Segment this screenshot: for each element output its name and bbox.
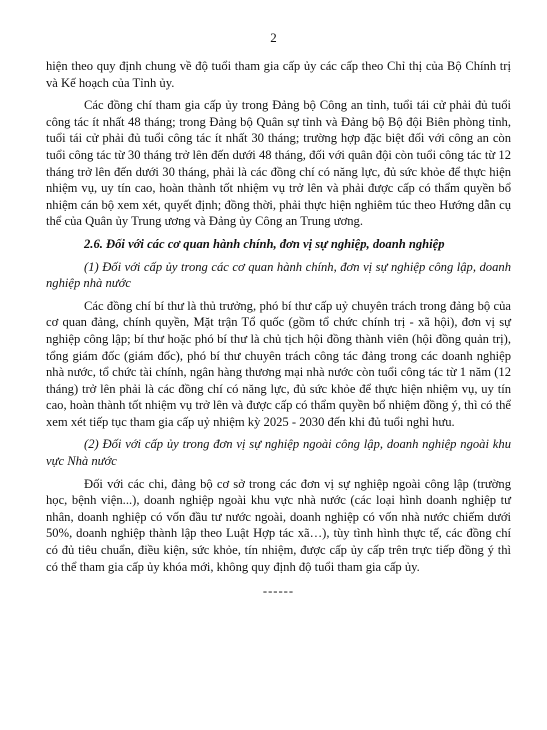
subsection-heading-1: (1) Đối với cấp ủy trong các cơ quan hành chính, đơn vị sự nghiệp công lập, doanh nghiệp nhà nước	[46, 259, 511, 291]
subsection-heading-2: (2) Đối với cấp ủy trong đơn vị sự nghiệp ngoài công lập, doanh nghiệp ngoài khu vực Nhà nước	[46, 437, 511, 469]
document-body	[46, 58, 511, 600]
paragraph-continuation: hiện theo quy định chung về độ tuổi tham gia cấp ủy các cấp theo Chỉ thị của Bộ Chính trị và Kế hoạch của Tỉnh ủy.	[46, 59, 511, 90]
end-separator: ------	[262, 584, 295, 599]
page-number: 2	[270, 30, 277, 45]
paragraph-police-military: Các đồng chí tham gia cấp ủy trong Đảng bộ Công an tỉnh, tuổi tái cử phải đủ tuổi công tác ít nhất 48 tháng; trong Đảng bộ Quân sự tỉnh và Đảng bộ Bộ đội Biên phòng tỉnh, tuổi tái cử phải đủ tuổi công tác ít nhất 30 tháng; trường hợp đặc biệt đối với công an còn tuổi công tác từ 30 tháng trở lên đến dưới 48 tháng, đối với quân đội còn tuổi công tác từ 12 tháng trở lên đến dưới 30 tháng, phải là các đồng chí có năng lực, đủ sức khỏe để thực hiện nhiệm vụ, uy tín cao, hoàn thành tốt nhiệm vụ trở lên và phải được cấp có thẩm quyền bổ nhiệm cán bộ xem xét, quyết định; đồng thời, phải thực hiện nghiêm túc theo Hướng dẫn cụ thể của Quân ủy Trung ương và Đảng ủy Công an Trung ương.	[46, 98, 511, 229]
section-heading-2-6: 2.6. Đối với các cơ quan hành chính, đơn vị sự nghiệp, doanh nghiệp	[84, 236, 445, 251]
paragraph-private-units: Đối với các chi, đảng bộ cơ sở trong các đơn vị sự nghiệp ngoài công lập (trường học, bệnh viện...), doanh nghiệp ngoài khu vực nhà nước (các loại hình doanh nghiệp tư nhân, doanh nghiệp có vốn đầu tư nước ngoài, doanh nghiệp có vốn nhà nước chiếm dưới 50%, doanh nghiệp thành lập theo Luật Hợp tác xã…), tùy tình hình thực tế, các đồng chí có đủ tiêu chuẩn, điều kiện, sức khỏe, tín nhiệm, được cấp ủy cấp trên trực tiếp đồng ý thì có thể tham gia cấp ủy khóa mới, không quy định độ tuổi tham gia cấp ủy.	[46, 476, 511, 574]
paragraph-public-units: Các đồng chí bí thư là thủ trưởng, phó bí thư cấp uỷ chuyên trách trong đảng bộ của cơ quan đảng, chính quyền, Mặt trận Tổ quốc (gồm tổ chức chính trị - xã hội), đơn vị sự nghiệp công lập; bí thư hoặc phó bí thư là chủ tịch hội đồng thành viên (hội đồng quản trị), tổng giám đốc (giám đốc), phó bí thư chuyên trách công tác đảng trong các doanh nghiệp nhà nước, tổ chức tài chính, ngân hàng thương mại nhà nước còn tuổi công tác từ 1 năm (12 tháng) trở lên phải là các đồng chí có năng lực, đủ sức khỏe để thực hiện nhiệm vụ, uy tín cao, hoàn thành tốt nhiệm vụ trở lên và được cấp có thẩm quyền bổ nhiệm đồng ý, thì có thể xem xét tiếp tục tham gia cấp uỷ nhiệm kỳ 2025 - 2030 đến khi đủ tuổi nghỉ hưu.	[46, 298, 512, 429]
